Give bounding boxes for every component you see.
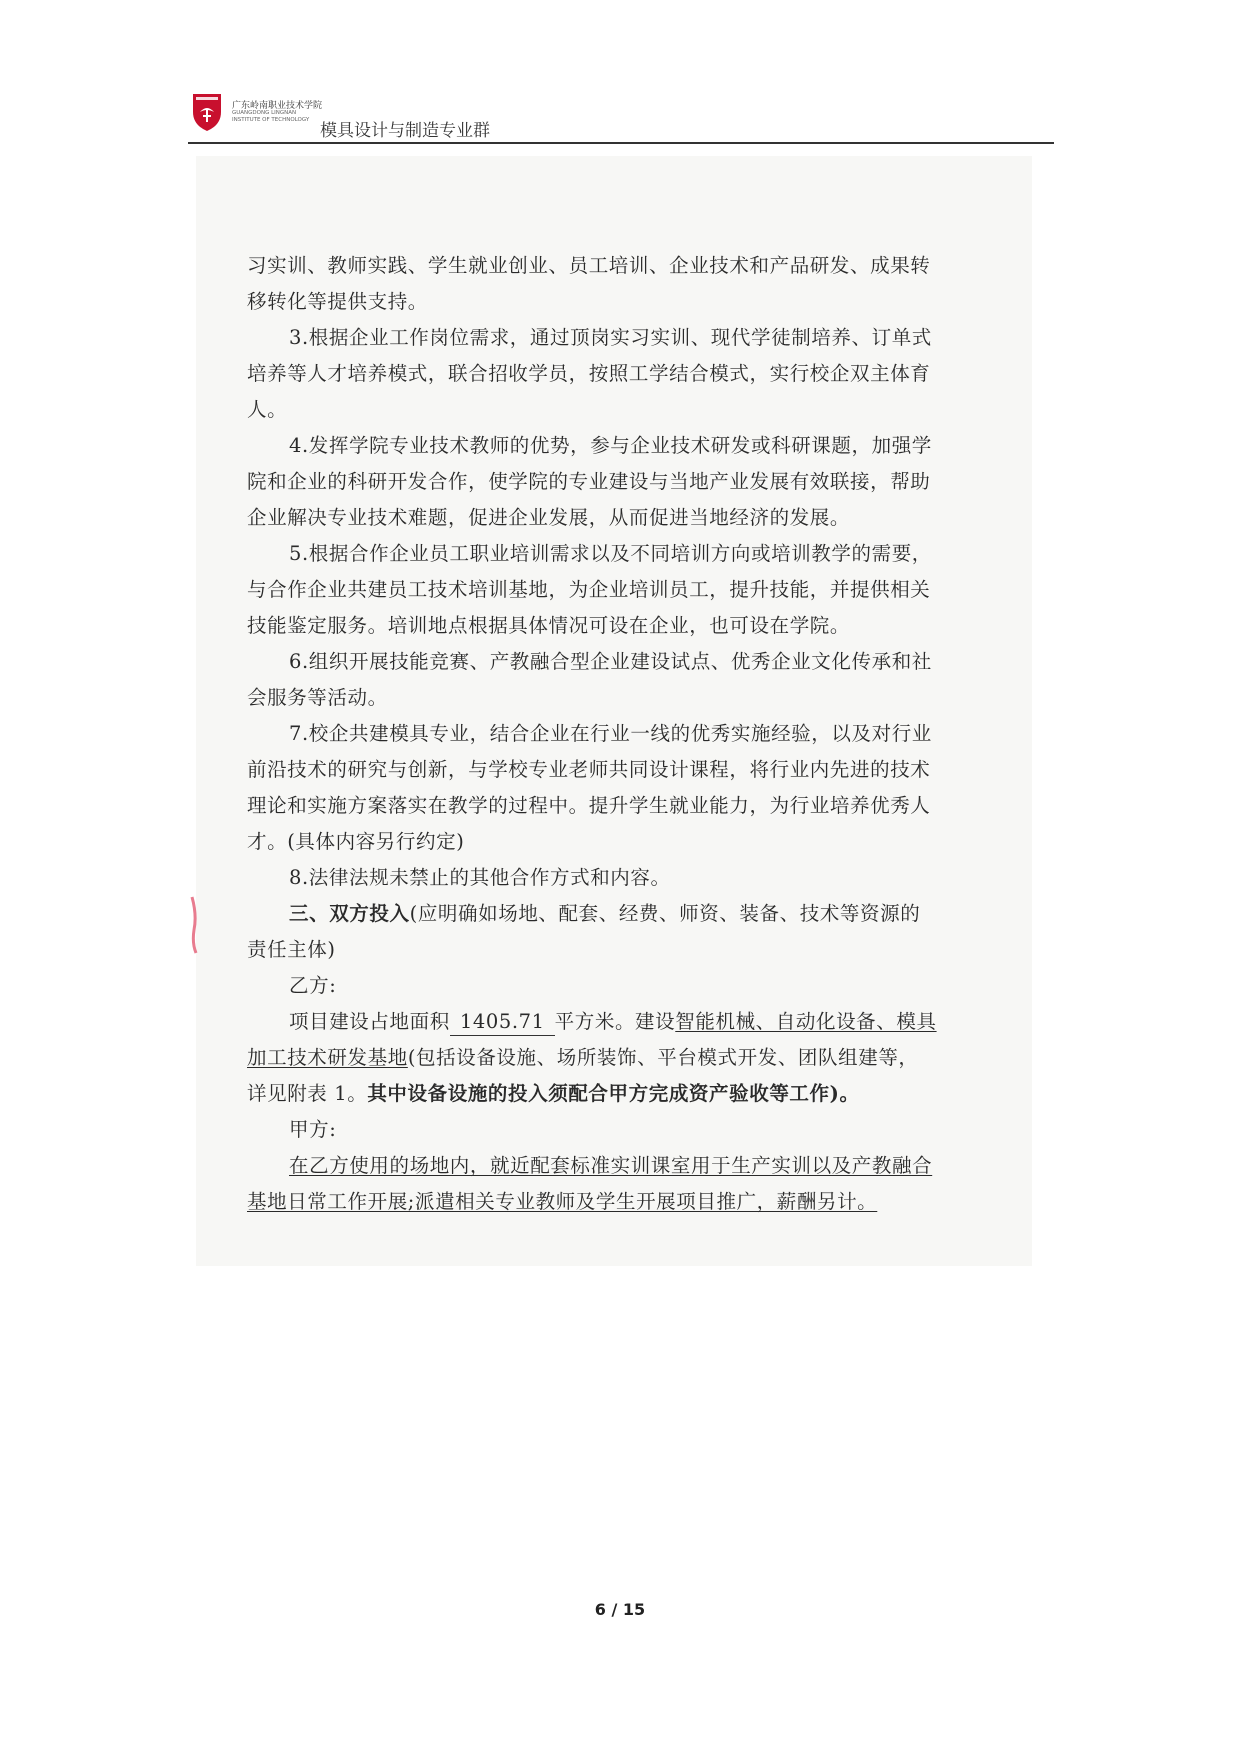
page-header (188, 86, 1054, 146)
area-value: 1405.71 (450, 1009, 555, 1036)
group-title: 模具设计与制造专业群 (320, 121, 490, 141)
paragraph-line: 培养等人才培养模式，联合招收学员，按照工学结合模式，实行校企双主体育 (247, 362, 931, 385)
paragraph-line: 技能鉴定服务。培训地点根据具体情况可设在企业，也可设在学院。 (247, 614, 851, 637)
school-name: 广东岭南职业技术学院 (232, 101, 323, 111)
party-b-line: 加工技术研发基地(包括设备设施、场所装饰、平台模式开发、团队组建等， (247, 1046, 919, 1069)
school-name-en: GUANGDONG LINGNAN INSTITUTE OF TECHNOLOGY (232, 110, 310, 123)
party-b-label: 乙方: (289, 974, 337, 997)
clause-6: 6.组织开展技能竞赛、产教融合型企业建设试点、优秀企业文化传承和社 (289, 650, 932, 673)
party-b-line: 详见附表 1。其中设备设施的投入须配合甲方完成资产验收等工作)。 (247, 1082, 860, 1105)
paragraph-line: 人。 (247, 398, 288, 421)
base-name: 加工技术研发基地 (247, 1046, 408, 1069)
paragraph-line: 责任主体) (247, 938, 336, 961)
clause-5: 5.根据合作企业员工职业培训需求以及不同培训方向或培训教学的需要， (289, 542, 932, 565)
clause-4: 4.发挥学院专业技术教师的优势，参与企业技术研发或科研课题，加强学 (289, 434, 932, 457)
party-a-line: 在乙方使用的场地内，就近配套标准实训课室用于生产实训以及产教融合 (289, 1154, 933, 1177)
party-b-line: 项目建设占地面积 1405.71 平方米。建设智能机械、自动化设备、模具 (247, 1004, 969, 1040)
party-a-line: 基地日常工作开展;派遣相关专业教师及学生开展项目推广，薪酬另计。 (247, 1190, 878, 1213)
paragraph-line: 理论和实施方案落实在教学的过程中。提升学生就业能力，为行业培养优秀人 (247, 794, 931, 817)
header-divider (188, 142, 1054, 144)
document-body (247, 248, 969, 1220)
page-number: 6 / 15 (594, 1600, 646, 1619)
clause-3: 3.根据企业工作岗位需求，通过顶岗实习实训、现代学徒制培养、订单式 (289, 326, 932, 349)
party-a-label: 甲方: (289, 1118, 337, 1141)
red-seal-edge-mark (190, 895, 198, 955)
section-3-heading: 三、双方投入 (289, 902, 410, 925)
paragraph-line: 与合作企业共建员工技术培训基地，为企业培训员工，提升技能，并提供相关 (247, 578, 931, 601)
paragraph-line: 才。(具体内容另行约定) (247, 830, 465, 853)
paragraph-line: 移转化等提供支持。 (247, 290, 428, 313)
section-3-line (247, 896, 969, 932)
clause-8: 8.法律法规未禁止的其他合作方式和内容。 (289, 866, 671, 889)
paragraph-line: 习实训、教师实践、学生就业创业、员工培训、企业技术和产品研发、成果转 (247, 254, 931, 277)
section-3-note: (应明确如场地、配套、经费、师资、装备、技术等资源的 (409, 902, 921, 925)
clause-7: 7.校企共建模具专业，结合企业在行业一线的优秀实施经验，以及对行业 (289, 722, 932, 745)
bold-requirement: 其中设备设施的投入须配合甲方完成资产验收等工作) (367, 1082, 840, 1105)
paragraph-line: 院和企业的科研开发合作，使学院的专业建设与当地产业发展有效联接，帮助 (247, 470, 931, 493)
school-logo-icon (192, 92, 222, 132)
base-name: 智能机械、自动化设备、模具 (675, 1010, 937, 1033)
paragraph-line: 企业解决专业技术难题，促进企业发展，从而促进当地经济的发展。 (247, 506, 851, 529)
paragraph-line: 前沿技术的研究与创新，与学校专业老师共同设计课程，将行业内先进的技术 (247, 758, 931, 781)
paragraph-line: 会服务等活动。 (247, 686, 388, 709)
